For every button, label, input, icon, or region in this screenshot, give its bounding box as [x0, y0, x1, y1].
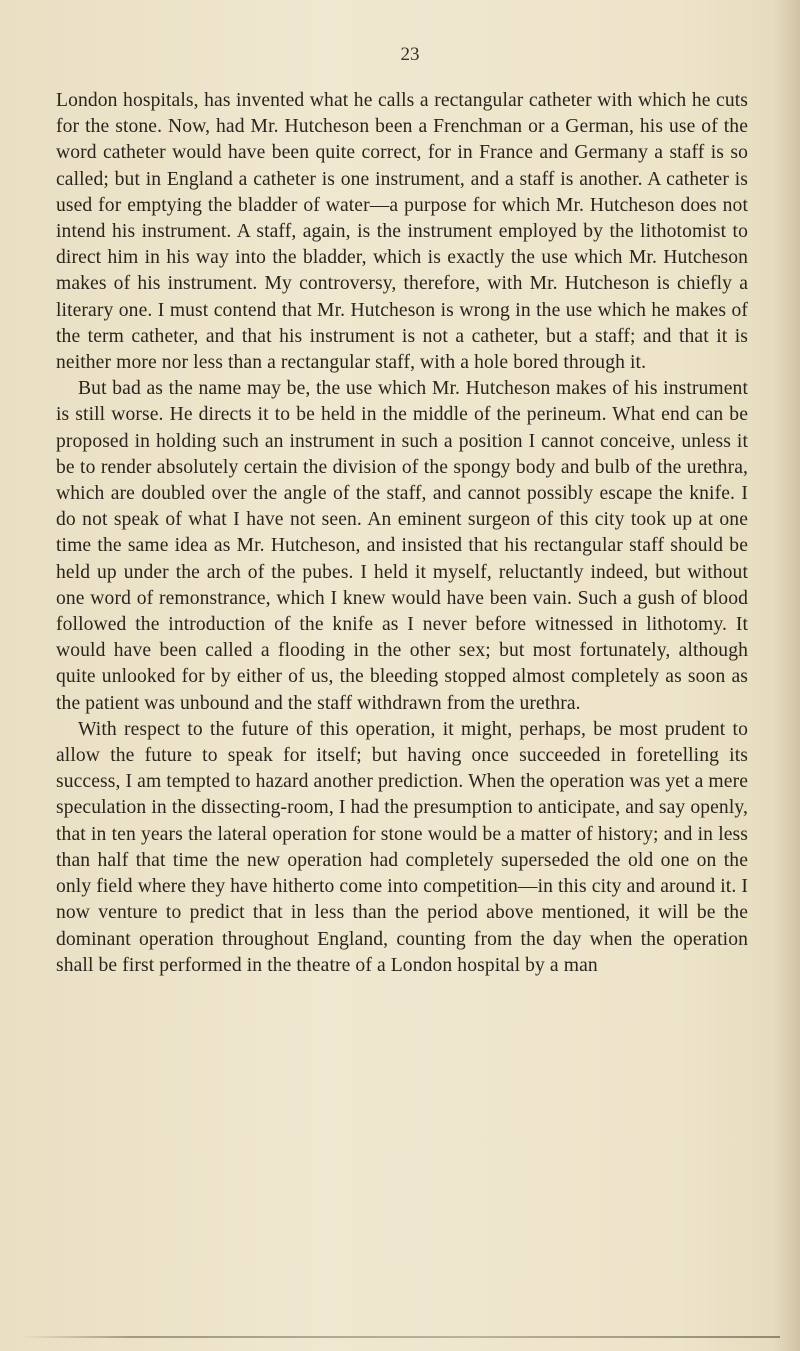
- paragraph-1: London hospitals, has invented what he calls a rectangular catheter with which he cuts for the stone. Now, had Mr. Hutcheson been a Frenchman or a German, his use of the word catheter would have been quite correct, for in France and Germany a staff is so called; but in England a catheter is one instrument, and a staff is another. A catheter is used for emptying the bladder of water—a purpose for which Mr. Hutcheson does not intend his instrument. A staff, again, is the instrument employed by the lithotomist to direct him in his way into the bladder, which is exactly the use which Mr. Hutcheson makes of his instrument. My controversy, therefore, with Mr. Hutcheson is chiefly a literary one. I must contend that Mr. Hutcheson is wrong in the use which he makes of the term catheter, and that his instrument is not a catheter, but a staff; and that it is neither more nor less than a rectangular staff, with a hole bored through it.: [56, 90, 748, 374]
- page-number: 23: [400, 44, 420, 65]
- bottom-edge-line: [20, 1336, 780, 1338]
- page-edge-shadow: [774, 0, 800, 1351]
- paragraph-3: With respect to the future of this operation, it might, perhaps, be most prudent to allow the future to speak for itself; but having once succeeded in foretelling its success, I am tempted to hazard another prediction. When the operation was yet a mere speculation in the dissecting-room, I had the presumption to anticipate, and say openly, that in ten years the lateral operation for stone would be a matter of history; and in less than half that time the new operation had completely superseded the old one on the only field where they have hitherto come into competition—in this city and around it. I now venture to predict that in less than the period above mentioned, it will be the dominant operation throughout England, counting from the day when the operation shall be first performed in the theatre of a London hospital by a man: [56, 718, 748, 976]
- body-text: [56, 88, 748, 979]
- paragraph-2: But bad as the name may be, the use which Mr. Hutcheson makes of his instrument is still worse. He directs it to be held in the middle of the perineum. What end can be proposed in holding such an instrument in such a position I cannot conceive, unless it be to render absolutely certain the division of the spongy body and bulb of the urethra, which are doubled over the angle of the staff, and cannot possibly escape the knife. I do not speak of what I have not seen. An eminent surgeon of this city took up at one time the same idea as Mr. Hutcheson, and insisted that his rectangular staff should be held up under the arch of the pubes. I held it myself, reluctantly indeed, but without one word of remonstrance, which I knew would have been vain. Such a gush of blood followed the introduction of the knife as I never before witnessed in lithotomy. It would have been called a flooding in the other sex; but most fortunately, although quite unlooked for by either of us, the bleeding stopped almost completely as soon as the patient was unbound and the staff withdrawn from the urethra.: [56, 378, 748, 714]
